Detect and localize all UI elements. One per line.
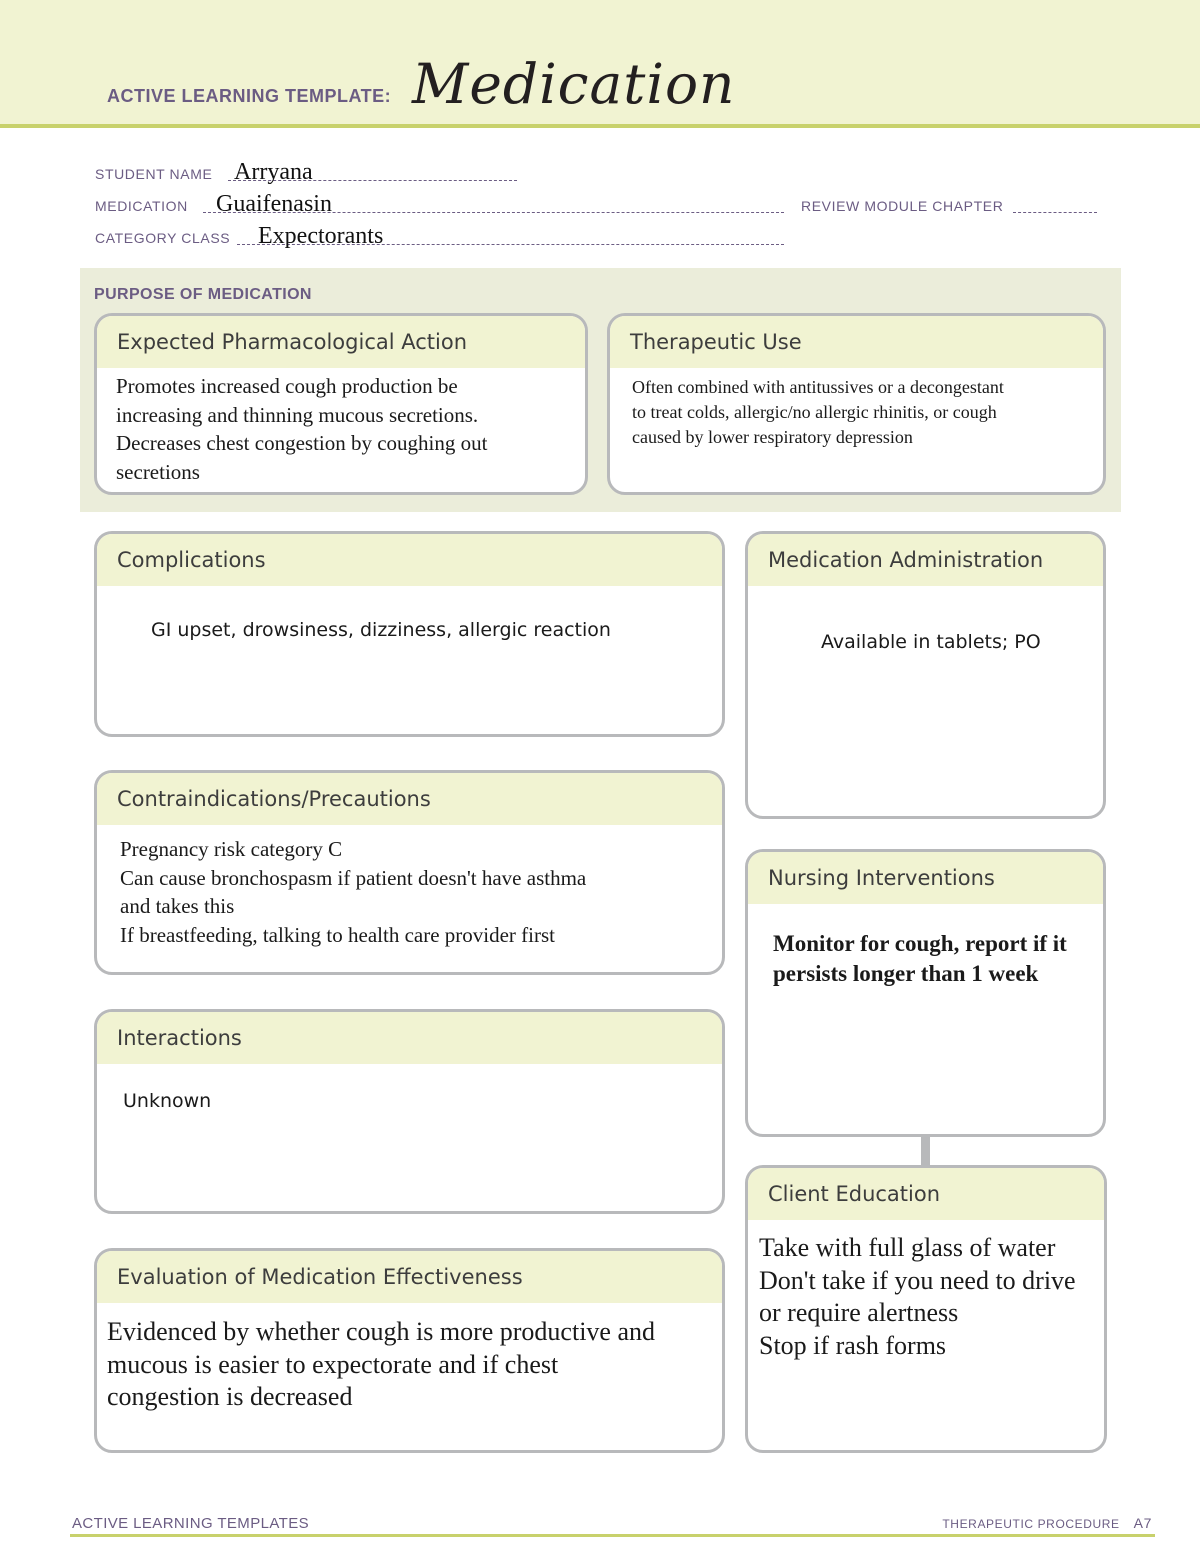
client-education-line: Stop if rash forms bbox=[759, 1330, 947, 1360]
template-label: ACTIVE LEARNING TEMPLATE: bbox=[107, 86, 392, 106]
interactions-text: Unknown bbox=[123, 1090, 212, 1112]
expected-action-heading: Expected Pharmacological Action bbox=[97, 316, 585, 368]
footer-right bbox=[942, 1515, 1152, 1531]
review-module-field[interactable] bbox=[1013, 212, 1097, 213]
contraindications-line: If breastfeeding, talking to health care provider first bbox=[120, 922, 555, 947]
category-class-label: CATEGORY CLASS bbox=[95, 230, 231, 246]
evaluation-line: Evidenced by whether cough is more productive and bbox=[107, 1317, 655, 1346]
therapeutic-use-body bbox=[610, 368, 1103, 450]
client-education-card bbox=[745, 1165, 1107, 1453]
expected-action-line: Promotes increased cough production be bbox=[116, 374, 458, 398]
complications-text: GI upset, drowsiness, dizziness, allergic reaction bbox=[151, 619, 611, 641]
client-education-heading: Client Education bbox=[748, 1168, 1104, 1220]
nursing-interventions-body bbox=[748, 904, 1103, 989]
student-name-label: STUDENT NAME bbox=[95, 166, 213, 182]
medication-field[interactable]: Guaifenasin bbox=[216, 191, 332, 217]
footer-rule bbox=[70, 1534, 1155, 1537]
footer-section: THERAPEUTIC PROCEDURE bbox=[942, 1517, 1120, 1531]
therapeutic-use-line: caused by lower respiratory depression bbox=[632, 427, 913, 447]
evaluation-heading: Evaluation of Medication Effectiveness bbox=[97, 1251, 722, 1303]
administration-text: Available in tablets; PO bbox=[821, 631, 1041, 653]
contraindications-line: and takes this bbox=[120, 894, 235, 918]
administration-heading: Medication Administration bbox=[748, 534, 1103, 586]
header-rule bbox=[0, 124, 1200, 128]
contraindications-heading: Contraindications/Precautions bbox=[97, 773, 722, 825]
contraindications-line: Can cause bronchospasm if patient doesn't have asthma bbox=[120, 865, 587, 890]
expected-action-card bbox=[94, 313, 588, 495]
medication-label: MEDICATION bbox=[95, 198, 188, 214]
expected-action-line: increasing and thinning mucous secretions. bbox=[116, 402, 479, 427]
review-module-label: REVIEW MODULE CHAPTER bbox=[801, 198, 1004, 214]
nursing-interventions-line: Monitor for cough, report if it bbox=[773, 931, 1067, 956]
complications-heading: Complications bbox=[97, 534, 722, 586]
client-education-line: Take with full glass of water bbox=[759, 1233, 1056, 1262]
expected-action-body bbox=[97, 368, 585, 486]
contraindications-card bbox=[94, 770, 725, 975]
page-number: A7 bbox=[1133, 1515, 1152, 1531]
page-title: Medication bbox=[412, 52, 736, 116]
expected-action-line: secretions bbox=[116, 459, 200, 484]
expected-action-line: Decreases chest congestion by coughing out bbox=[116, 431, 488, 455]
purpose-title: PURPOSE OF MEDICATION bbox=[94, 286, 312, 303]
therapeutic-use-heading: Therapeutic Use bbox=[610, 316, 1103, 368]
contraindications-body bbox=[97, 825, 722, 949]
nursing-interventions-card bbox=[745, 849, 1106, 1137]
connector-bar bbox=[921, 1136, 930, 1166]
category-class-field[interactable]: Expectorants bbox=[258, 223, 384, 249]
client-education-line: or require alertness bbox=[759, 1298, 959, 1327]
student-name-field[interactable]: Arryana bbox=[234, 159, 313, 185]
therapeutic-use-line: to treat colds, allergic/no allergic rhinitis, or cough bbox=[632, 402, 997, 422]
evaluation-line: mucous is easier to expectorate and if chest bbox=[107, 1349, 559, 1379]
contraindications-line: Pregnancy risk category C bbox=[120, 837, 343, 861]
administration-card bbox=[745, 531, 1106, 819]
therapeutic-use-line: Often combined with antitussives or a decongestant bbox=[632, 377, 1004, 397]
footer-left: ACTIVE LEARNING TEMPLATES bbox=[72, 1515, 309, 1532]
therapeutic-use-card bbox=[607, 313, 1106, 495]
evaluation-body bbox=[97, 1303, 722, 1414]
client-education-body bbox=[748, 1220, 1104, 1362]
interactions-card bbox=[94, 1009, 725, 1214]
evaluation-line: congestion is decreased bbox=[107, 1382, 353, 1411]
interactions-heading: Interactions bbox=[97, 1012, 722, 1064]
complications-card bbox=[94, 531, 725, 737]
client-education-line: Don't take if you need to drive bbox=[759, 1265, 1076, 1295]
nursing-interventions-heading: Nursing Interventions bbox=[748, 852, 1103, 904]
nursing-interventions-line: persists longer than 1 week bbox=[773, 961, 1039, 986]
evaluation-card bbox=[94, 1248, 725, 1453]
